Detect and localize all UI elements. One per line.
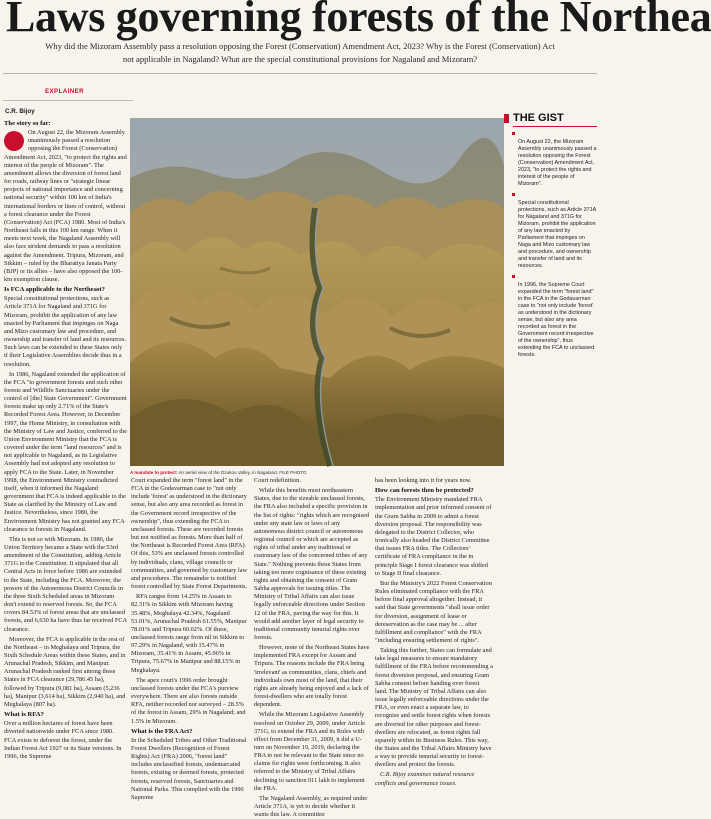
gist-point-3 xyxy=(513,282,597,359)
headline: Laws governing forests of the Northea xyxy=(6,0,711,41)
article-column-4 xyxy=(375,477,493,795)
paragraph: While the Mizoram Legislative Assembly resolved on October 29, 2009, under Article 371G, to extend the FRA and its Rules with effect from December 31, 2009, it did a U-turn on November 19, 2019, declaring the FRA to not be relevant to the State since no claims for rights were forthcoming. It also referred to the Ministry of Tribal Affairs declining to sanction 011 lakh to implement the FRA. xyxy=(254,711,365,792)
gist-point-1 xyxy=(513,139,597,188)
paragraph: This is not so with Mizoram. In 1986, the Union Territory became a State with the 53rd amendment of the Constitution, adding Article 371G to the Constitution. It stipulated that all Central Acts in force before 1986 are extended to the State, including the FCA. Moreover, the powers of the Autonomous District Councils in the three Sixth Scheduled areas in Mizoram don't extend to reserved forests. So, the FCA covers 84.53% of forest areas that are unclassed forests, and 6,630 ha have thus far received FCA clearance. xyxy=(4,535,127,633)
headline-banner xyxy=(0,0,711,41)
subhead-fra-act: What is the FRA Act? xyxy=(131,727,193,735)
paragraph: But the Ministry's 2022 Forest Conservation Rules eliminated compliance with the FRA before final approval altogether. Instead, it said that State governments "shall issue order for diversion, assignment of lease or dereservation as the case may be ... after fulfillment and compliance" with the FRA "including ensuring settlement of rights". xyxy=(375,579,492,644)
gist-title: THE GIST xyxy=(513,112,597,127)
hills-photo xyxy=(130,118,504,466)
subhead-fca-applicable: Is FCA applicable to the Northeast? xyxy=(4,286,105,294)
paragraph: However, none of the Northeast States have implemented FRA except for Assam and Tripura. The reasons include the FRA being 'irrelevant' as communities, clans, chiefs and individuals own most of the land, that their rights are already being enjoyed and a lack of forest-dwellers who are totally forest dependent. xyxy=(254,644,370,709)
paragraph: The apex court's 1996 order brought unclassed forests under the FCA's purview everywhere. There are also forests outside RFA, neither recorded nor surveyed – 28.5% of the forest in Assam, 29% in Nagaland; and 1.5% in Mizoram. xyxy=(131,676,246,725)
paragraph: RFA ranges from 14.25% in Assam to 82.31% in Sikkim with Mizoram having 35.48%, Meghalaya 42.34%, Nagaland 53.01%, Arunachal Pradesh 61.55%, Manipur 78.01% and Tripura 60.02%. Of these, unclassed forests range from nil in Sikkim to 97.29% in Nagaland, with 15.47% in Mizoram, 35.41% in Assam, 45.96% in Tripura, 75.67% in Manipur and 88.15% in Meghalaya. xyxy=(131,593,247,674)
author-note: C.R. Bijoy examines natural resource conflicts and governance issues. xyxy=(375,771,475,787)
paragraph: In the Scheduled Tribes and Other Traditional Forest Dwellers (Recognition of Forest Rights) Act (FRA) 2006, "forest land" includes unclassified forests, undemarcated forests, existing or deemed forests, protected forests, reserved forests, Sanctuaries and National Parks. This complied with the 1996 Supreme xyxy=(131,736,247,801)
paragraph: Court expanded the term "forest land" in the FCA in the Godavarman case to "not only include 'forest' as understood in the dictionary sense, but also any area recorded as forest in the Government record irrespective of the ownership", thus extending the FCA to unclassed forests. These are recorded forests but not notified as forests. More than half of the Northeast is Recorded Forest Area (RFA). Of this, 53% are unclassed forests controlled by individuals, clans, village councils or communities, and governed by customary law and procedures. The remainder is notified forest controlled by State Forest Departments. xyxy=(131,477,248,591)
gist-marker xyxy=(504,114,509,123)
paragraph: has been looking into it for years now. xyxy=(375,477,472,484)
subhead-forests-protected: How can forests then be protected? xyxy=(375,487,474,495)
subhead-what-is-rfa: What is RFA? xyxy=(4,711,44,719)
article-column-3 xyxy=(254,477,370,819)
gist-point-text: In 1996, the Supreme Court expanded the term "forest land" in the FCA in the Godavarman case to "not only include 'forest' as understood in the dictionary sense, but also any area recorded as forest in the Government record irrespective of the ownership", thus extending the FCA to unclassed forests. xyxy=(518,282,595,358)
standfirst: Why did the Mizoram Assembly pass a resolution opposing the Forest (Conservation) Amendment Act, 2023? Why is the Forest (Conservation) Act not applicable in Nagaland? What are the special constitutional provisions for Nagaland and Mizoram? xyxy=(45,41,555,64)
byline: C.R. Bijoy xyxy=(5,108,35,115)
gist-sidebar xyxy=(513,112,597,359)
paragraph: Court redefinition. xyxy=(254,477,301,484)
article-column-2 xyxy=(131,477,248,801)
paragraph: Over a million hectares of forest have been diverted nationwide under FCA since 1980. FCA exists to deforest the forest, under the Indian Forest Act 1927 or its State versions. In 1996, the Supreme xyxy=(4,720,122,760)
paragraph: In 1986, Nagaland extended the application of the FCA "to government forests and such other forests and Wildlife Sanctuaries under the control of [the] State Government". Government forests make up only 2.71% of the State's Recorded Forest Area. However, in December 1997, the Home Ministry, in consultation with the Ministry of Law and Justice, conferred to the Union Environment Ministry that the FCA is covered under the term "land resources" and is not applicable to Nagaland, as its Legislative Assembly had not adopted any resolution to apply FCA to the State. Later, in November 1998, the Environment Ministry contradicted itself, when it informed the Nagaland government that FCA is indeed applicable to the State as clarified by the Ministry of Law and Justice. Nevertheless, since 1980, the Environment Ministry has not granted any FCA clearance to forests in Nagaland. xyxy=(4,370,127,533)
caption-lead: A mandate to protect: xyxy=(130,470,178,475)
section-rule xyxy=(3,100,133,101)
section-label: EXPLAINER xyxy=(45,88,85,95)
photo-caption xyxy=(130,470,504,475)
subhead-story-so-far: The story so far: xyxy=(4,120,51,127)
caption-text: An aerial view of the Dzukou Valley, in Nagaland. FILE PHOTO xyxy=(177,470,307,475)
header-rule xyxy=(3,73,597,74)
paragraph: Taking this further, States can formulate and take legal measures to ensure mandatory fulfillment of the FRA before recommending a forest diversion proposal, and ensuring Gram Sabha consent before handing over forest land. The Ministry of Tribal Affairs can also issue legally enforceable directions under the FRA, or even enact a separate law, to recognise and settle forest rights when forests are diverted for other purposes and forest-dwellers are relocated, as forest rights fall squarely within its Business Rules. This way, the States and the Tribal Affairs Ministry have a way to provide tenurial security to forest-dwellers and protect the forests. xyxy=(375,647,493,769)
gist-point-2 xyxy=(513,200,597,270)
paragraph: Special constitutional protections, such as Article 371A for Nagaland and 371G for Mizoram, prohibit the application of any law enacted by Parliament that impinges on Naga and Mizo customary law and procedure, and ownership and transfer of land and its resources. Such laws can be extended to these States only if their Legislative Assemblies decide thus in a resolution. xyxy=(4,295,127,368)
paragraph: While this benefits most northeastern States, due to the sizeable unclassed forests, the FRA also included a specific provision in the list of rights: "rights which are recognised under any state law or laws of any autonomous district council or autonomous regional council or which are accepted as rights of tribal under any traditional or customary law of the concerned tribes of any State." Nothing prevents these States from taking too more cognisance of these existing rights and obtaining the consent of Gram Sabha approvals for issuing titles. The Ministry of Tribal Affairs can also issue legally enforceable directions under Section 12 of the FRA, paving the way for this. It would add another layer of legal security to traditional community tenurial rights over forests. xyxy=(254,487,370,641)
gist-point-text: On August 22, the Mizoram Assembly unanimously passed a resolution opposing the Forest (Conservation) Amendment Act, 2023, "to protect the rights and interest of the people of Mizoram". xyxy=(518,139,597,187)
gist-point-text: Special constitutional protections, such as Article 371A for Nagaland and 371G for Mizoram, prohibit the application of any law enacted by Parliament that impinges on Naga and Mizo customary law and procedure, and ownership and transfer of land and its resources. xyxy=(518,200,596,269)
paragraph: The Environment Ministry mandated FRA implementation and prior informed consent of the Gram Sabha in 2009 to admit a forest diversion proposal. The responsibility was delegated to the District Collector, who ironically also headed the District Committee that issues FRA titles. The Collectors' certificate of FRA compliance in the in principle Stage I forest clearance was shifted to Stage II final clearance. xyxy=(375,496,492,577)
paragraph: On August 22, the Mizoram Assembly unanimously passed a resolution opposing the Forest (Conservation) Amendment Act, 2023, "to protect the rights and interest of the people of Mizoram". The amendment allows the diversion of forest land for roads, railway lines or "strategic linear projects of national importance and concerning national security" within 100 km of India's international borders or lines of control, without a forest clearance under the Forest (Conservation) Act (FCA) 1980. Most of India's Northeast falls in this 100 km range. When it meets next week, the Nagaland Assembly will also face strident demands to pass a resolution against the Amendment. Tripura, Mizoram, and Sikkim – ruled by the Bharatiya Janata Party (BJP) or its allies – have also opposed the 100-km exemption clause. xyxy=(4,129,127,283)
article-column-1 xyxy=(4,118,127,795)
paragraph: The Nagaland Assembly, as required under Article 371A, is yet to decide whether it wants this law. A committee xyxy=(254,794,368,819)
paragraph: Moreover, the FCA is applicable in the rest of the Northeast – in Meghalaya and Tripura, the Sixth Schedule Areas within these States, and in Arunachal Pradesh, Sikkim, and Manipur. Arunachal Pradesh ranked first among these States in FCA clearance (29,786.45 ha), followed by Tripura (9,081 ha), Assam (5,236 ha), Manipur (3,614 ha), Sikkim (2,940 ha), and Meghalaya (807 ha). xyxy=(4,635,126,708)
